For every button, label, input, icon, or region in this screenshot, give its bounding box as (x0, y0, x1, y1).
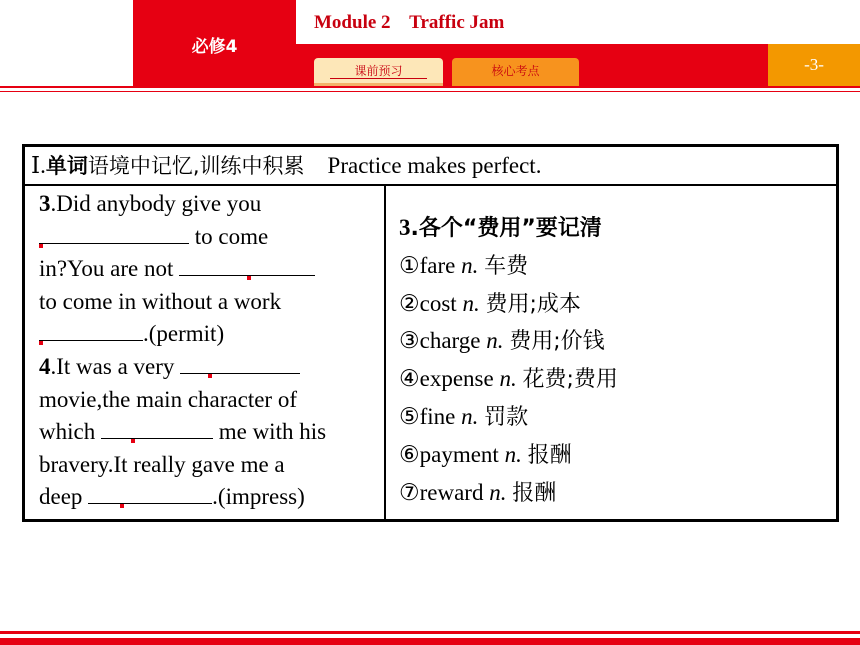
q3-number: 3 (39, 191, 51, 216)
book-label: 必修4 (191, 37, 238, 57)
tab-core-points[interactable] (452, 58, 579, 86)
answer-blank[interactable] (39, 318, 143, 341)
table-header (25, 147, 836, 186)
tab-preview-label: 课前预习 (354, 64, 403, 78)
q3-line-3: in?You are not (39, 253, 384, 286)
footer-divider (0, 631, 860, 634)
answer-blank[interactable] (88, 481, 212, 504)
answer-blank[interactable] (180, 351, 300, 374)
q3-line-2: to come (39, 221, 384, 254)
q3-line-1: 3.Did anybody give you (39, 191, 262, 216)
section-title-bold: 单词 (45, 154, 88, 178)
section-title-cn: 语境中记忆,训练中积累 (87, 154, 305, 178)
section-title-en: Practice makes perfect. (327, 153, 542, 178)
page-number: -3- (768, 44, 860, 86)
header-divider-thin (0, 91, 860, 92)
vocab-item: ⑥payment n. 报酬 (399, 441, 572, 468)
book-tab (133, 0, 296, 86)
vocab-item: ②cost n. 费用;成本 (399, 290, 581, 317)
exercise-cell (25, 186, 386, 519)
tab-core-points-label: 核心考点 (491, 64, 540, 78)
answer-blank[interactable] (179, 253, 315, 276)
vocab-item: ⑦reward n. 报酬 (399, 479, 557, 506)
q3-line-5: .(permit) (39, 318, 384, 351)
tab-underline (330, 78, 427, 79)
q4-line-1: 4.It was a very (39, 351, 384, 384)
q4-line-5: deep .(impress) (39, 481, 384, 514)
q4-line-2: movie,the main character of (39, 386, 297, 412)
q3-line-4: to come in without a work (39, 288, 282, 314)
vocab-item: ①fare n. 车费 (399, 252, 529, 279)
footer-bar (0, 638, 860, 645)
answer-blank[interactable] (101, 416, 213, 439)
q4-line-4: bravery.It really gave me a (39, 451, 285, 477)
answer-blank[interactable] (39, 221, 189, 244)
vocab-title: 3.各个“费用”要记清 (399, 215, 602, 241)
header-divider (0, 86, 860, 88)
q4-number: 4 (39, 353, 51, 379)
module-title: Module 2 Traffic Jam (314, 12, 505, 33)
vocab-cell (386, 186, 836, 519)
q4-line-3: which me with his (39, 416, 384, 449)
exercise-table (22, 144, 839, 522)
section-roman: Ⅰ. (31, 153, 46, 178)
vocab-item: ④expense n. 花费;费用 (399, 366, 618, 393)
tab-preview[interactable] (314, 58, 443, 86)
vocab-item: ③charge n. 费用;价钱 (399, 328, 605, 355)
vocab-item: ⑤fine n. 罚款 (399, 403, 529, 430)
